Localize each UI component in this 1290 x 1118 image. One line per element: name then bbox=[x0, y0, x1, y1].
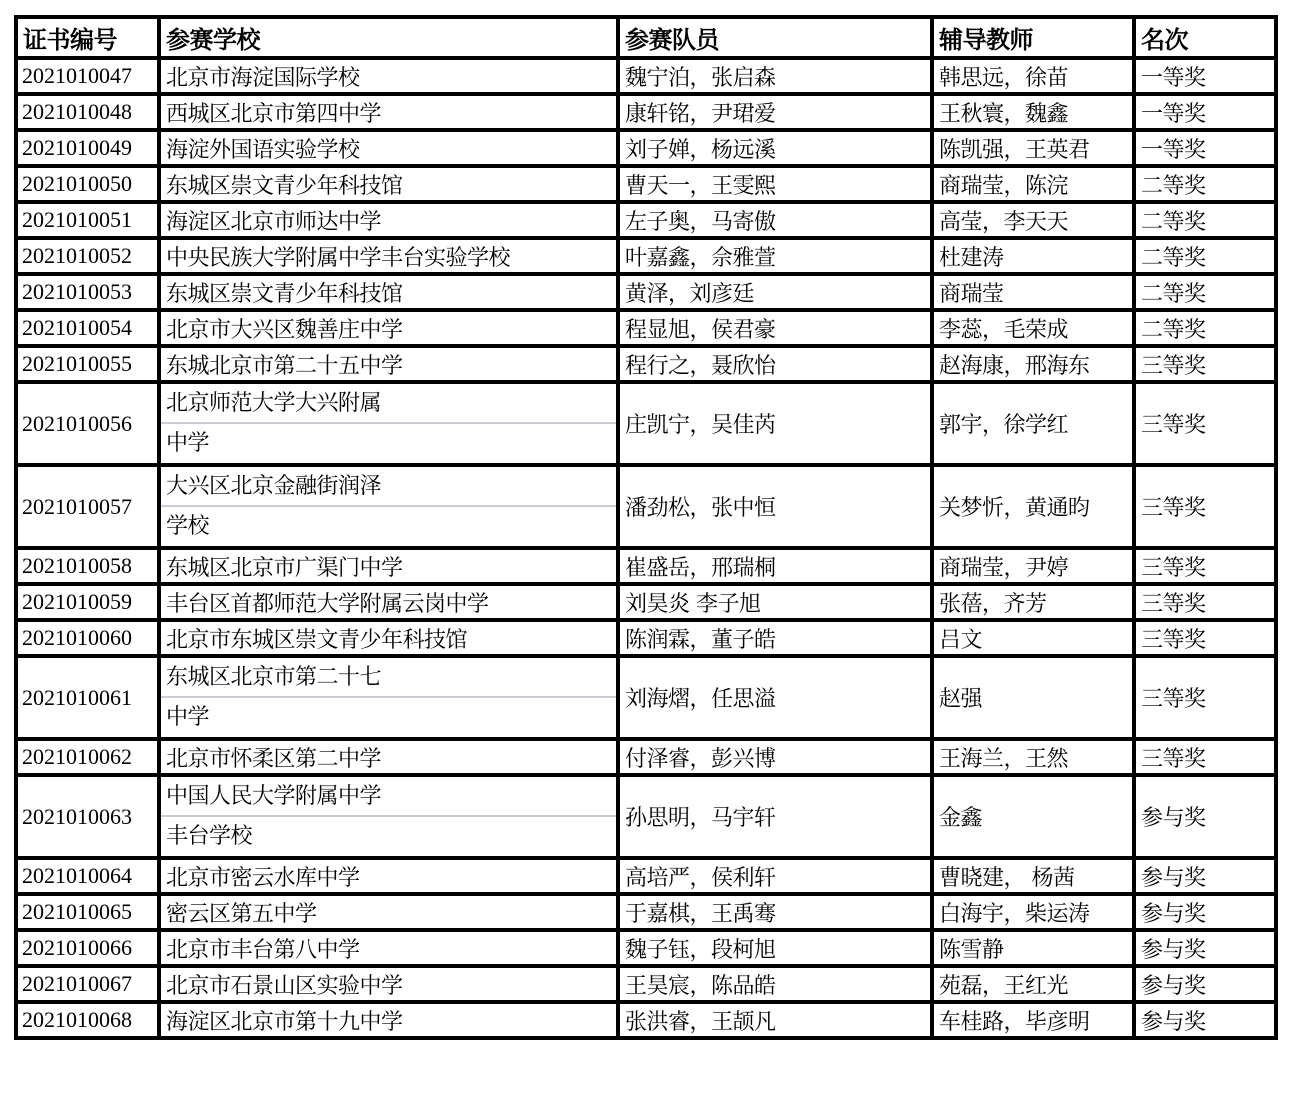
rank-cell: 二等奖 bbox=[1134, 202, 1276, 238]
table-row bbox=[16, 202, 1276, 238]
team-members-cell: 潘劲松，张中恒 bbox=[618, 465, 932, 548]
rank-cell: 参与奖 bbox=[1134, 775, 1276, 858]
table-row bbox=[16, 930, 1276, 966]
header-teachers: 辅导教师 bbox=[932, 17, 1134, 58]
table-row bbox=[16, 58, 1276, 94]
school-name-line: 中学 bbox=[166, 431, 210, 456]
team-members-cell: 刘昊炎 李子旭 bbox=[618, 584, 932, 620]
school-cell: 北京市丰台第八中学 bbox=[159, 930, 618, 966]
school-name-line: 东城区北京市第二十七 bbox=[161, 658, 616, 698]
school-cell bbox=[159, 382, 618, 465]
table-row bbox=[16, 775, 1276, 858]
teachers-cell: 曹晓建， 杨茜 bbox=[932, 858, 1134, 894]
team-members-cell: 曹天一，王雯熙 bbox=[618, 166, 932, 202]
rank-cell: 二等奖 bbox=[1134, 238, 1276, 274]
table-row bbox=[16, 166, 1276, 202]
teachers-cell: 杜建涛 bbox=[932, 238, 1134, 274]
teachers-cell: 韩思远，徐苗 bbox=[932, 58, 1134, 94]
table-row bbox=[16, 620, 1276, 656]
team-members-cell: 魏宁泊，张启森 bbox=[618, 58, 932, 94]
certificate-id-cell: 2021010062 bbox=[16, 739, 159, 775]
header-school: 参赛学校 bbox=[159, 17, 618, 58]
rank-cell: 二等奖 bbox=[1134, 274, 1276, 310]
school-cell bbox=[159, 465, 618, 548]
table-row bbox=[16, 346, 1276, 382]
team-members-cell: 张洪睿，王颉凡 bbox=[618, 1002, 932, 1038]
table-row bbox=[16, 465, 1276, 548]
school-cell: 东城区崇文青少年科技馆 bbox=[159, 274, 618, 310]
school-cell: 海淀区北京市师达中学 bbox=[159, 202, 618, 238]
rank-cell: 一等奖 bbox=[1134, 94, 1276, 130]
school-cell: 东城区崇文青少年科技馆 bbox=[159, 166, 618, 202]
rank-cell: 二等奖 bbox=[1134, 310, 1276, 346]
school-cell: 东城区北京市广渠门中学 bbox=[159, 548, 618, 584]
teachers-cell: 苑磊，王红光 bbox=[932, 966, 1134, 1002]
header-rank: 名次 bbox=[1134, 17, 1276, 58]
certificate-id-cell: 2021010053 bbox=[16, 274, 159, 310]
table-row bbox=[16, 274, 1276, 310]
school-cell: 海淀区北京市第十九中学 bbox=[159, 1002, 618, 1038]
school-cell: 北京市石景山区实验中学 bbox=[159, 966, 618, 1002]
school-cell: 密云区第五中学 bbox=[159, 894, 618, 930]
teachers-cell: 高莹，李天天 bbox=[932, 202, 1134, 238]
certificate-id-cell: 2021010064 bbox=[16, 858, 159, 894]
rank-cell: 三等奖 bbox=[1134, 620, 1276, 656]
team-members-cell: 程行之，聂欣怡 bbox=[618, 346, 932, 382]
teachers-cell: 商瑞莹，尹婷 bbox=[932, 548, 1134, 584]
team-members-cell: 孙思明，马宇轩 bbox=[618, 775, 932, 858]
teachers-cell: 赵海康，邢海东 bbox=[932, 346, 1134, 382]
school-cell bbox=[159, 656, 618, 739]
teachers-cell: 陈凯强，王英君 bbox=[932, 130, 1134, 166]
table-header bbox=[16, 17, 1276, 58]
certificate-id-cell: 2021010061 bbox=[16, 656, 159, 739]
certificate-id-cell: 2021010047 bbox=[16, 58, 159, 94]
header-row bbox=[16, 17, 1276, 58]
team-members-cell: 叶嘉鑫，佘雅萱 bbox=[618, 238, 932, 274]
rank-cell: 参与奖 bbox=[1134, 858, 1276, 894]
award-certificate-table bbox=[14, 15, 1278, 1040]
school-cell: 中央民族大学附属中学丰台实验学校 bbox=[159, 238, 618, 274]
school-name-line: 学校 bbox=[166, 514, 210, 539]
school-cell: 北京市怀柔区第二中学 bbox=[159, 739, 618, 775]
rank-cell: 三等奖 bbox=[1134, 656, 1276, 739]
team-members-cell: 康轩铭，尹珺爱 bbox=[618, 94, 932, 130]
rank-cell: 三等奖 bbox=[1134, 548, 1276, 584]
certificate-id-cell: 2021010056 bbox=[16, 382, 159, 465]
teachers-cell: 关梦忻，黄通昀 bbox=[932, 465, 1134, 548]
school-cell: 北京市东城区崇文青少年科技馆 bbox=[159, 620, 618, 656]
rank-cell: 三等奖 bbox=[1134, 465, 1276, 548]
teachers-cell: 车桂路，毕彦明 bbox=[932, 1002, 1134, 1038]
team-members-cell: 付泽睿，彭兴博 bbox=[618, 739, 932, 775]
table-row bbox=[16, 584, 1276, 620]
certificate-id-cell: 2021010050 bbox=[16, 166, 159, 202]
certificate-id-cell: 2021010052 bbox=[16, 238, 159, 274]
header-members: 参赛队员 bbox=[618, 17, 932, 58]
school-cell: 北京市海淀国际学校 bbox=[159, 58, 618, 94]
table-row bbox=[16, 94, 1276, 130]
header-certificate-id: 证书编号 bbox=[16, 17, 159, 58]
team-members-cell: 庄凯宁，吴佳芮 bbox=[618, 382, 932, 465]
teachers-cell: 王秋寰，魏鑫 bbox=[932, 94, 1134, 130]
school-name-line: 大兴区北京金融街润泽 bbox=[161, 467, 616, 507]
table-row bbox=[16, 739, 1276, 775]
rank-cell: 一等奖 bbox=[1134, 130, 1276, 166]
team-members-cell: 左子奥，马寄傲 bbox=[618, 202, 932, 238]
team-members-cell: 魏子钰，段柯旭 bbox=[618, 930, 932, 966]
team-members-cell: 刘子婵，杨远溪 bbox=[618, 130, 932, 166]
team-members-cell: 崔盛岳，邢瑞桐 bbox=[618, 548, 932, 584]
table-row bbox=[16, 238, 1276, 274]
school-cell: 东城北京市第二十五中学 bbox=[159, 346, 618, 382]
certificate-id-cell: 2021010065 bbox=[16, 894, 159, 930]
table-row bbox=[16, 894, 1276, 930]
teachers-cell: 陈雪静 bbox=[932, 930, 1134, 966]
team-members-cell: 于嘉棋，王禹骞 bbox=[618, 894, 932, 930]
rank-cell: 参与奖 bbox=[1134, 930, 1276, 966]
rank-cell: 三等奖 bbox=[1134, 346, 1276, 382]
teachers-cell: 白海宇，柴运涛 bbox=[932, 894, 1134, 930]
certificate-id-cell: 2021010057 bbox=[16, 465, 159, 548]
table-row bbox=[16, 310, 1276, 346]
certificate-id-cell: 2021010060 bbox=[16, 620, 159, 656]
school-name-line: 中学 bbox=[166, 705, 210, 730]
rank-cell: 参与奖 bbox=[1134, 966, 1276, 1002]
certificate-id-cell: 2021010048 bbox=[16, 94, 159, 130]
certificate-id-cell: 2021010051 bbox=[16, 202, 159, 238]
team-members-cell: 刘海熠，任思溢 bbox=[618, 656, 932, 739]
team-members-cell: 高培严，侯利轩 bbox=[618, 858, 932, 894]
team-members-cell: 王昊宸，陈品皓 bbox=[618, 966, 932, 1002]
rank-cell: 二等奖 bbox=[1134, 166, 1276, 202]
school-cell: 西城区北京市第四中学 bbox=[159, 94, 618, 130]
table-row bbox=[16, 656, 1276, 739]
teachers-cell: 商瑞莹 bbox=[932, 274, 1134, 310]
table-row bbox=[16, 382, 1276, 465]
team-members-cell: 陈润霖，董子皓 bbox=[618, 620, 932, 656]
school-name-line: 中国人民大学附属中学 bbox=[161, 777, 616, 817]
table-row bbox=[16, 858, 1276, 894]
school-cell: 北京市大兴区魏善庄中学 bbox=[159, 310, 618, 346]
certificate-id-cell: 2021010066 bbox=[16, 930, 159, 966]
table-row bbox=[16, 548, 1276, 584]
table-row bbox=[16, 1002, 1276, 1038]
teachers-cell: 郭宇，徐学红 bbox=[932, 382, 1134, 465]
certificate-id-cell: 2021010059 bbox=[16, 584, 159, 620]
certificate-id-cell: 2021010068 bbox=[16, 1002, 159, 1038]
teachers-cell: 王海兰，王然 bbox=[932, 739, 1134, 775]
certificate-id-cell: 2021010063 bbox=[16, 775, 159, 858]
certificate-id-cell: 2021010055 bbox=[16, 346, 159, 382]
school-name-line: 北京师范大学大兴附属 bbox=[161, 384, 616, 424]
rank-cell: 一等奖 bbox=[1134, 58, 1276, 94]
team-members-cell: 黄泽，刘彦廷 bbox=[618, 274, 932, 310]
teachers-cell: 李蕊，毛荣成 bbox=[932, 310, 1134, 346]
teachers-cell: 张蓓，齐芳 bbox=[932, 584, 1134, 620]
rank-cell: 三等奖 bbox=[1134, 584, 1276, 620]
school-cell: 海淀外国语实验学校 bbox=[159, 130, 618, 166]
table-row bbox=[16, 130, 1276, 166]
rank-cell: 三等奖 bbox=[1134, 382, 1276, 465]
table-row bbox=[16, 966, 1276, 1002]
school-name-line: 丰台学校 bbox=[166, 824, 253, 849]
rank-cell: 参与奖 bbox=[1134, 894, 1276, 930]
team-members-cell: 程显旭，侯君豪 bbox=[618, 310, 932, 346]
teachers-cell: 商瑞莹，陈浣 bbox=[932, 166, 1134, 202]
school-cell: 北京市密云水库中学 bbox=[159, 858, 618, 894]
table-body bbox=[16, 58, 1276, 1038]
certificate-id-cell: 2021010049 bbox=[16, 130, 159, 166]
school-cell bbox=[159, 775, 618, 858]
school-cell: 丰台区首都师范大学附属云岗中学 bbox=[159, 584, 618, 620]
rank-cell: 参与奖 bbox=[1134, 1002, 1276, 1038]
certificate-id-cell: 2021010058 bbox=[16, 548, 159, 584]
certificate-id-cell: 2021010067 bbox=[16, 966, 159, 1002]
teachers-cell: 赵强 bbox=[932, 656, 1134, 739]
certificate-id-cell: 2021010054 bbox=[16, 310, 159, 346]
rank-cell: 三等奖 bbox=[1134, 739, 1276, 775]
teachers-cell: 吕文 bbox=[932, 620, 1134, 656]
teachers-cell: 金鑫 bbox=[932, 775, 1134, 858]
